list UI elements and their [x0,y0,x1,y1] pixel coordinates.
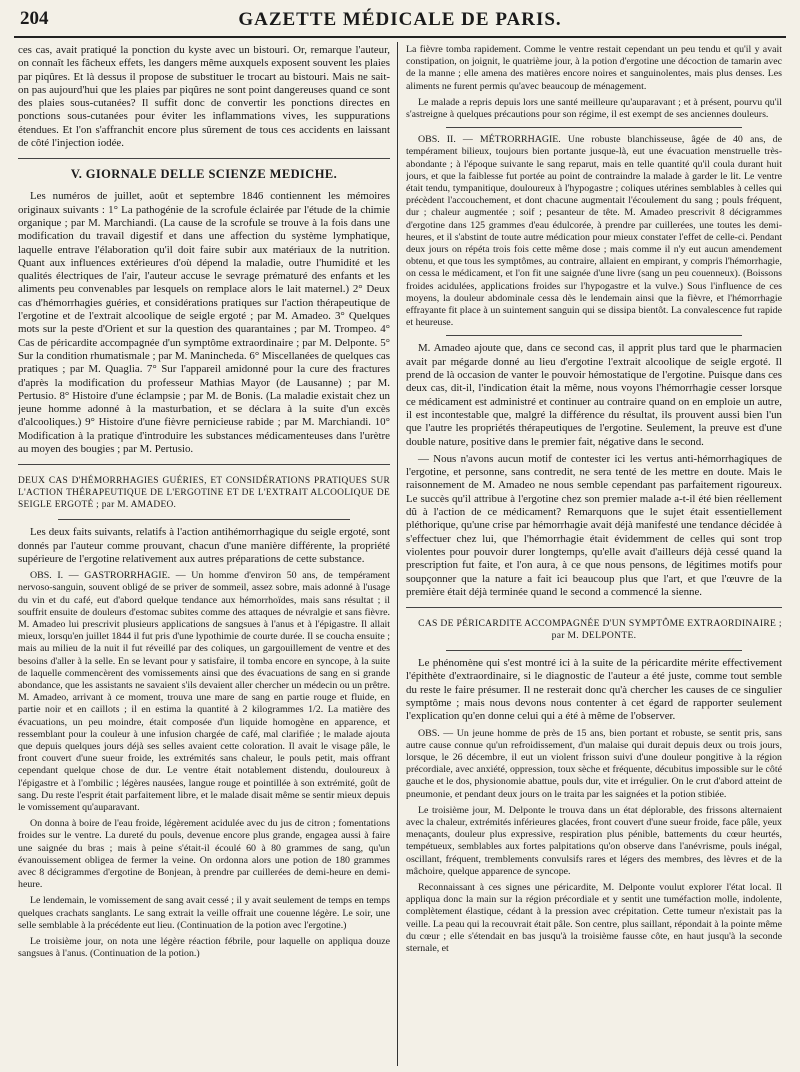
article-title: CAS DE PÉRICARDITE ACCOMPAGNÉE D'UN SYMPTÔME EXTRAORDINAIRE ; par M. DELPONTE. [418,618,782,642]
divider [446,650,742,651]
article-title: DEUX CAS D'HÉMORRHAGIES GUÉRIES, ET CONSIDÉRATIONS PRATIQUES SUR L'ACTION THÉRAPEUTIQUE DE L'ERGOTINE ET DE L'EXTRAIT ALCOOLIQUE DE SEIGLE ERGOTÉ ; par M. AMADEO. [18,476,390,511]
divider [446,335,742,336]
paragraph: M. Amadeo ajoute que, dans ce second cas, il apprit plus tard que le pharmacien avait par mégarde donné au lieu d'ergotine l'extrait alcoolique de seigle ergoté. Il prend de là occasion de vanter le pouvoir hémostatique de l'ergotine. Puisque dans ces deux cas, dit-il, l'indication était la même, nous voyons l'hémorrhagie cesser lorsque ce médicament est administré et continuer au contraire quand on en emploie un autre, il est incontestable que, malgré la différence du résultat, ils prouvent aussi bien l'un que l'autre les propriétés thérapeutiques de l'ergotine. Seulement, la preuve est d'une double nature, positive dans le premier fait, négative dans le second. [406,342,782,448]
divider [18,158,390,159]
page-header [14,6,786,38]
paragraph: OBS. — Un jeune homme de près de 15 ans, bien portant et robuste, se sentit pris, sans autre cause connue qu'un refroidissement, d'un malaise qui durait depuis deux ou trois jours, lorsque, le 26 décembre, il eut un violent frisson suivi d'une douleur pongitive à la région précordiale, avec anxiété, oppression, toux sèche et fréquente, décubitus impossible sur le côté gauche et le dos, physionomie abattue, pouls dur, vite et irrégulier. On le crut d'abord atteint de pneumonie, et pendant deux jours on le traita par les saignées et la potion stibiée. [406,727,782,800]
journal-title: GAZETTE MÉDICALE DE PARIS. [238,9,562,30]
left-column [18,44,390,1066]
divider [18,464,390,465]
paragraph: Le troisième jour, on nota une légère réaction fébrile, pour laquelle on appliqua douze sangsues à l'anus. (Continuation de la potion.) [18,936,390,960]
divider [446,127,742,128]
page-number: 204 [20,8,49,29]
paragraph: OBS. I. — GASTRORRHAGIE. — Un homme d'environ 50 ans, de tempérament nervoso-sanguin, souvent obligé de se priver de sommeil, assez sobre, mais adonné à l'usage du vin et du café, eut d'abord quelque tendance aux hémorrhoïdes, mais sans résultat ; il souffrit ensuite de douleurs d'estomac subites comme des attaques de névralgie et sans fièvre. M. Amadeo lui prescrivit plusieurs applications de sangsues à l'anus et à l'épigastre. Il allait mieux, lorsqu'en juillet 1844 il fut pris d'une lypothimie de courte durée. Il se coucha ensuite ; mais au milieu de la nuit il fut réveillé par des coliques, un gargouillement de ventre et des besoins d'aller à la selle. En se levant pour y satisfaire, il tomba encore en syncope, à la suite de laquelle commencèrent des vomissements ainsi que des évacuations de sang en si grande abondance, que les assistants ne savaient s'ils devaient aller chercher un médecin ou un prêtre. M. Amadeo, arrivant à ce moment, trouva une mare de sang en partie rouge et fluide, en partie noir et en caillots ; il en estima la quantité à 2 kilogrammes 1/2. La matière des évacuations, un peu moindre, était composée d'un liquide homogène en apparence, et ressemblant pour la couleur à une infusion chargée de café, mal clarifiée ; le malade ajouta que depuis quelques jours déjà ses selles avaient cette coloration. Il avait le visage pâle, le front couvert d'une sueur froide, les extrémités sans chaleur, le pouls petit, mais offrant cependant quelque chose de dur. Le ventre était notablement distendu, douloureux à l'épigastre et à l'ombilic ; légères nausées, langue rouge et pointillée à son extrémité, goût de sang. Du reste l'esprit était parfaitement libre, et le malade disait même se sentir mieux depuis le vomissement qu'auparavant. [18,570,390,814]
paragraph: ces cas, avait pratiqué la ponction du kyste avec un bistouri. Or, remarque l'auteur, on connaît les fâcheux effets, les dangers même auxquels exposent souvent les plaies par piqûres. Et là dessus il propose de substituer le trocart au bistouri. Mais ne sait-on pas aujourd'hui que les plaies par piqûres ne sont point dangereuses quand ce sont des plaies sous-cutanées? Il suffit donc de convertir les ponctions directes en ponctions sous-cutanées pour éviter les inflammations vives, les suppurations étendues. Et l'on s'affranchit encore plus sûrement de tous ces accidents en laissant de côté l'injection iodée. [18,44,390,150]
paragraph: Le lendemain, le vomissement de sang avait cessé ; il y avait seulement de temps en temps quelques crachats sanglants. Le sang extrait la veille offrait une couenne légère. Le soir, une selle semblable à la précédente eut lieu. (Continuation de la potion avec l'ergotine.) [18,895,390,931]
paragraph: Les deux faits suivants, relatifs à l'action antihémorrhagique du seigle ergoté, sont donnés par l'auteur comme prouvant, chacun d'une manière différente, la propriété supérieure de l'ergotine relativement aux autres préparations de cette substance. [18,526,390,565]
paragraph: Les numéros de juillet, août et septembre 1846 contiennent les mémoires originaux suivants : 1° La pathogénie de la scrofule éclairée par l'étude de la chimie organique ; par M. Marchiandi. (La cause de la scrofule se trouve à la fois dans une modification du travail digestif et dans une affection du système lymphatique, laquelle entrave l'élaboration qu'il doit faire subir aux matériaux de la nutrition. Quant aux influences extérieures d'où dépend la maladie, outre l'humidité et les qualités électriques de l'air, l'auteur accuse le sevrage prématuré des enfants et les aliments peu convenables par lesquels on remplace alors le lait maternel.) 2° Deux cas d'hémorrhagies guéries, et considérations pratiques sur l'action thérapeutique de l'ergotine et de l'extrait alcoolique de seigle ergoté ; par M. Amadeo. 3° Quelques mots sur la peste d'Orient et sur la question des quarantaines ; par M. Trompeo. 4° Cas de péricardite accompagnée d'un symptôme extraordinaire ; par M. Delponte. 5° Sur la condition rhumatismale ; par M. Manincheda. 6° Miscellanées de quelques cas pratiques ; par M. Quaglia. 7° Sur l'appareil amidonné pour la cure des fractures d'après la modification du professeur Mathias Mayor (de Lausanne) ; par M. Pertusio. 8° Histoire d'une éclampsie ; par M. de Bonis. (La maladie existait chez un jeune homme adonné à la masturbation, et se déclara à la suite d'un excès d'alcooliques.) 9° Histoire d'une fièvre pernicieuse rabide ; par M. Marchiandi. 10° Modification à la pratique d'introduire les substances médicamenteuses dans l'urètre au moyen des bougies ; par M. Pertusio. [18,190,390,456]
section-title: V. GIORNALE DELLE SCIENZE MEDICHE. [70,167,338,182]
divider [58,519,350,520]
paragraph: Le phénomène qui s'est montré ici à la suite de la péricardite mérite effectivement l'épithète d'extraordinaire, si le diagnostic de l'auteur a été juste, comme tout semble du reste le faire présumer. Il ne resterait donc qu'à chercher les causes de ce singulier symptôme ; mais nous devons nous contenter à cet égard de rapporter seulement l'explication qu'en donne celui qui a été à même de l'observer. [406,657,782,723]
right-column [406,44,782,1066]
column-divider [397,42,398,1066]
paragraph: La fièvre tomba rapidement. Comme le ventre restait cependant un peu tendu et qu'il y avait constipation, on joignit, le quatrième jour, à la potion d'ergotine une décoction de tamarin avec de la manne ; elle amena des matières encore noires et sanguinolentes, mais plus denses. Les aliments ne furent permis qu'avec beaucoup de ménagement. [406,44,782,92]
paragraph: — Nous n'avons aucun motif de contester ici les vertus anti-hémorrhagiques de l'ergotine, et personne, sans contredit, ne sera tenté de les mettre en doute. Mais le raisonnement de M. Amadeo ne nous semble cependant pas parfaitement rigoureux. Le succès qu'il attribue à l'ergotine chez son premier malade a-t-il été bien réellement dû à l'action de ce médicament? Remarquons que le sujet était essentiellement pléthorique, qu'une crise par hémorrhagie avait déjà manifesté une tendance décidée à s'effectuer chez lui, que l'hémorrhagie était évidemment de celles qui sont trop violentes pour pouvoir durer longtemps, qu'elle avait d'ailleurs déjà cessé quand la prescription fut faite, et l'on aura, à ce que nous pensons, de légitimes motifs pour soupçonner que la nature a fait ici beaucoup plus que l'art, et que l'œuvre de la première était déjà terminée quand le second a commencé la sienne. [406,452,782,598]
paragraph: Le troisième jour, M. Delponte le trouva dans un état déplorable, des frissons alternaient avec la chaleur, extrémités inférieures glacées, front couvert d'une sueur froide, face pâle, yeux menaçants, douleur plus expressive, respiration plus pénible, battements du cœur heurtés, tempétueux, semblables aux fortes palpitations qu'on observe dans l'anévrisme, pouls inégal, oscillant, fréquent, tremblements convulsifs rares et légers des membres, des lèvres et de la mâchoire, quelque apparence de syncope. [406,804,782,877]
paragraph: OBS. II. — MÉTRORRHAGIE. Une robuste blanchisseuse, âgée de 40 ans, de tempérament bilieux, toujours bien portante jusque-là, eut une évacuation menstruelle très-abondante ; à l'époque suivante le sang reparut, mais en telle quantité qu'il coula durant huit jours, et que la faiblesse fut portée au point de contraindre la malade à garder le lit. Le ventre était tendu, tympanitique, douloureux à l'hypogastre ; coliques utérines semblables à celles qui précèdent l'accouchement, et dont chacune augmentait l'écoulement du sang ; pouls fréquent, dur ; chaleur augmentée ; soif ; pesanteur de tête. M. Amadeo prescrivit 8 décigrammes d'ergotine dans 125 grammes d'eau édulcorée, à prendre par cuillerées, une toutes les demi-heures, et il s'abstint de toute autre médication pour mieux constater l'effet de celle-ci. Pendant deux jours on répéta trois fois cette même dose ; mais comme il n'y eut aucun amendement obtenu, et que tous les symptômes, au contraire, allaient en empirant, y compris l'hémorrhagie, on cessa le médicament, et l'on fit une saignée d'une livre (sang un peu couenneux). (Boissons froides acidulées, applications froides sur l'hypogastre et la vulve.) Sous l'influence de ces moyens, la douleur abdominale cessa dès le lendemain ainsi que la fièvre, et l'hémorrhagie effrayante fit place à un suintement sanguin qui se dissipa bientôt. La convalescence fut rapide et heureuse. [406,134,782,329]
paragraph: Reconnaissant à ces signes une péricardite, M. Delponte voulut explorer l'état local. Il appliqua donc la main sur la région précordiale et y sentit une tuméfaction molle, indolente, complètement élastique, cédant à la pression avec crépitation. Cette tumeur n'existait pas la veille. La peau qui la recouvrait était pâle. Son centre, plus saillant, répondait à la pointe même du cœur ; elle s'étendait en bas jusqu'à la troisième fausse côte, en haut jusqu'à la seconde sternale, et [406,882,782,955]
paragraph: On donna à boire de l'eau froide, légèrement acidulée avec du jus de citron ; fomentations froides sur le ventre. La dureté du pouls, devenue encore plus grande, engagea aussi à faire une saignée du bras ; mais à peine s'était-il écoulé 60 à 80 grammes de sang, qu'un évanouissement obligea de fermer la veine. On ordonna alors une potion de 180 grammes avec 8 décigrammes d'ergotine de Bonjean, à prendre par cuillerées de demi-heure en demi-heure. [18,818,390,891]
divider [406,607,782,608]
paragraph: Le malade a repris depuis lors une santé meilleure qu'auparavant ; et à présent, pourvu qu'il s'astreigne à quelques précautions pour son régime, il est exempt de ses anciennes douleurs. [406,96,782,121]
